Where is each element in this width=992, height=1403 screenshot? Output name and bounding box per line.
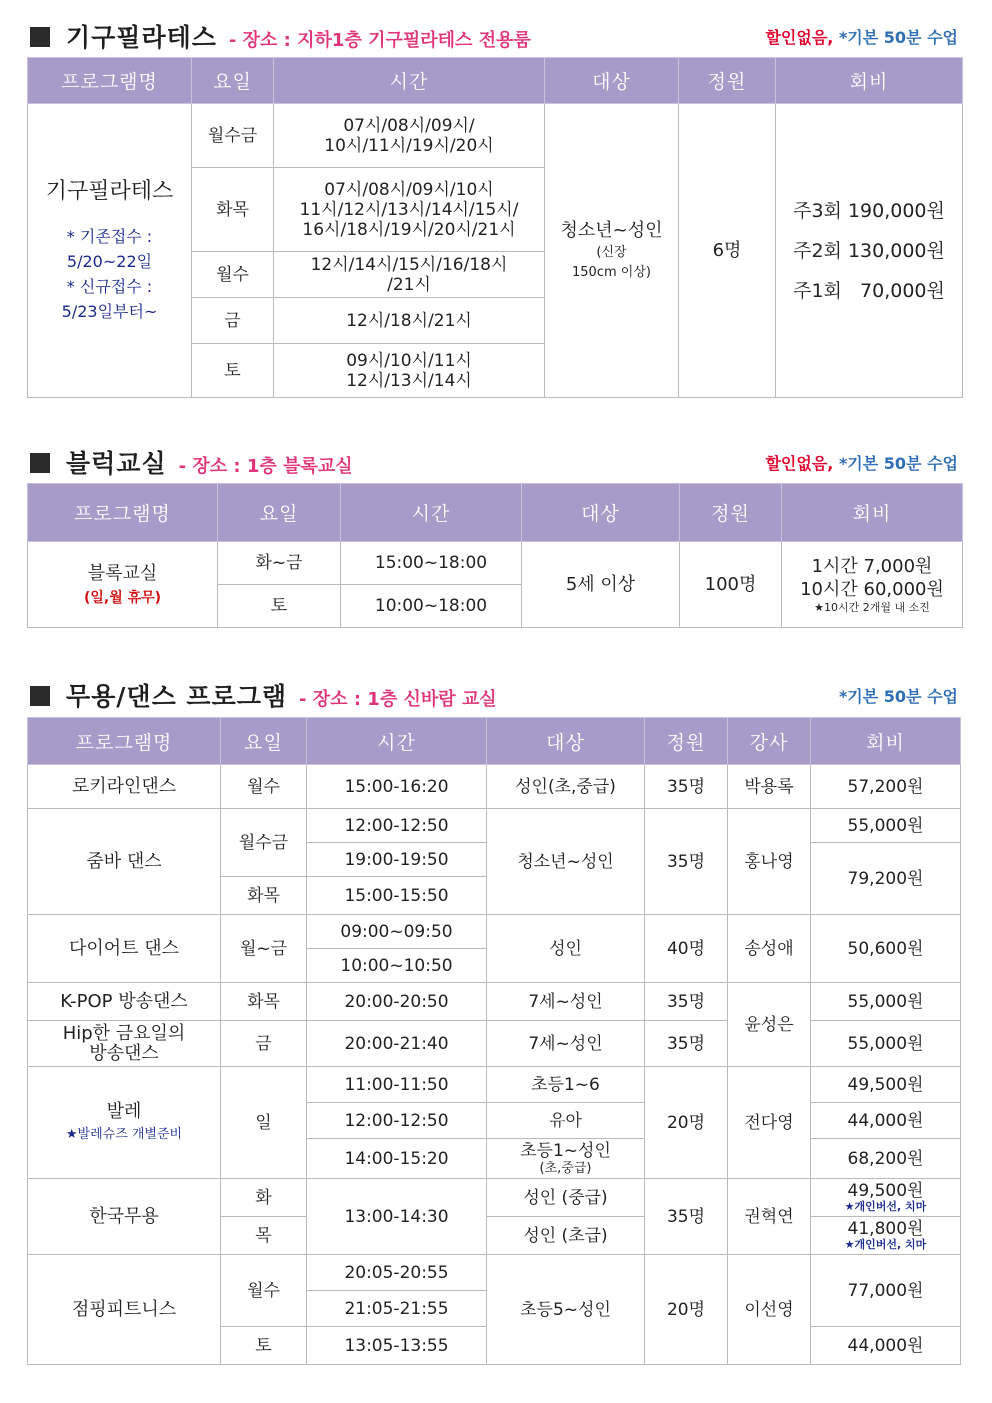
day-cell: 토 xyxy=(221,1327,307,1365)
time-cell: 10:00~18:00 xyxy=(341,585,522,628)
column-header: 요일 xyxy=(221,718,307,765)
table-row xyxy=(28,542,963,585)
column-header: 정원 xyxy=(680,484,782,542)
program-name: 기구필라테스 xyxy=(45,178,174,204)
table-row xyxy=(28,915,961,949)
time-cell: 13:05-13:55 xyxy=(307,1327,487,1365)
target-cell: 성인(초,중급) xyxy=(487,765,645,809)
time-cell: 12시/14시/15시/16/18시 /21시 xyxy=(274,252,545,298)
column-header: 시간 xyxy=(307,718,487,765)
time-cell: 20:00-21:40 xyxy=(307,1021,487,1067)
fee-cell: 50,600원 xyxy=(811,915,961,983)
table-header-row xyxy=(28,484,963,542)
day-cell: 금 xyxy=(221,1021,307,1067)
teacher-cell: 전다영 xyxy=(728,1067,811,1179)
day-cell: 화~금 xyxy=(218,542,341,585)
table-row xyxy=(28,1179,961,1217)
fee-cell: 44,000원 xyxy=(811,1103,961,1139)
target-cell: 초등1~성인 (초,중급) xyxy=(487,1139,645,1179)
target-cell: 청소년~성인 (신장 150cm 이상) xyxy=(545,104,679,398)
program-name-cell: 줌바 댄스 xyxy=(28,809,221,915)
day-cell: 월수 xyxy=(221,765,307,809)
column-header: 요일 xyxy=(192,58,274,104)
column-header: 요일 xyxy=(218,484,341,542)
column-header: 프로그램명 xyxy=(28,58,192,104)
column-header: 시간 xyxy=(274,58,545,104)
day-cell: 화 xyxy=(221,1179,307,1217)
target-cell: 성인 (중급) xyxy=(487,1179,645,1217)
target-cell: 5세 이상 xyxy=(522,542,680,628)
day-cell: 화목 xyxy=(221,877,307,915)
time-cell: 15:00~18:00 xyxy=(341,542,522,585)
program-name-cell: K-POP 방송댄스 xyxy=(28,983,221,1021)
program-name-cell: Hip한 금요일의 방송댄스 xyxy=(28,1021,221,1067)
program-name-cell xyxy=(28,104,192,398)
section-header-block xyxy=(28,446,962,482)
section-place: - 장소 : 지하1층 기구필라테스 전용룸 xyxy=(228,30,531,51)
section-title: 기구필라테스 - 장소 : 지하1층 기구필라테스 전용룸 xyxy=(66,23,531,52)
capacity-cell: 35명 xyxy=(645,1179,728,1255)
time-cell: 09시/10시/11시 12시/13시/14시 xyxy=(274,344,545,398)
program-name-cell: 한국무용 xyxy=(28,1179,221,1255)
day-cell: 목 xyxy=(221,1217,307,1255)
time-cell: 10:00~10:50 xyxy=(307,949,487,983)
section-header-dance xyxy=(28,679,962,715)
target-cell: 청소년~성인 xyxy=(487,809,645,915)
time-cell: 12:00-12:50 xyxy=(307,809,487,843)
time-cell: 12시/18시/21시 xyxy=(274,298,545,344)
table-header-row xyxy=(28,58,963,104)
column-header: 정원 xyxy=(645,718,728,765)
capacity-cell: 40명 xyxy=(645,915,728,983)
program-name-cell: 로키라인댄스 xyxy=(28,765,221,809)
fee-cell: 55,000원 xyxy=(811,1021,961,1067)
column-header: 회비 xyxy=(811,718,961,765)
time-cell: 15:00-15:50 xyxy=(307,877,487,915)
capacity-cell: 35명 xyxy=(645,1021,728,1067)
registration-info: * 기존접수 : 5/20~22일 * 신규접수 : 5/23일부터~ xyxy=(61,226,158,321)
section-title: 블럭교실 - 장소 : 1층 블록교실 xyxy=(66,449,353,478)
column-header: 프로그램명 xyxy=(28,484,218,542)
target-cell: 초등5~성인 xyxy=(487,1255,645,1365)
capacity-cell: 35명 xyxy=(645,983,728,1021)
column-header: 대상 xyxy=(545,58,679,104)
time-cell: 20:05-20:55 xyxy=(307,1255,487,1291)
target-cell: 초등1~6 xyxy=(487,1067,645,1103)
fee-cell: 57,200원 xyxy=(811,765,961,809)
dance-table xyxy=(27,717,961,1365)
program-name-cell: 다이어트 댄스 xyxy=(28,915,221,983)
table-row xyxy=(28,765,961,809)
teacher-cell: 박용록 xyxy=(728,765,811,809)
capacity-cell: 6명 xyxy=(679,104,776,398)
section-note: 할인없음, *기본 50분 수업 xyxy=(765,28,958,47)
column-header: 대상 xyxy=(487,718,645,765)
table-header-row xyxy=(28,718,961,765)
program-name-cell: 점핑피트니스 xyxy=(28,1255,221,1365)
column-header: 회비 xyxy=(782,484,963,542)
section-note: 할인없음, *기본 50분 수업 xyxy=(765,454,958,473)
pilates-table xyxy=(27,57,963,398)
capacity-cell: 35명 xyxy=(645,809,728,915)
time-cell: 19:00-19:50 xyxy=(307,843,487,877)
square-bullet-icon xyxy=(30,27,50,47)
target-cell: 7세~성인 xyxy=(487,1021,645,1067)
fee-cell: 77,000원 xyxy=(811,1255,961,1327)
table-row xyxy=(28,1255,961,1291)
day-cell: 토 xyxy=(192,344,274,398)
capacity-cell: 35명 xyxy=(645,765,728,809)
teacher-cell: 권혁연 xyxy=(728,1179,811,1255)
table-row xyxy=(28,983,961,1021)
capacity-cell: 100명 xyxy=(680,542,782,628)
teacher-cell: 이선영 xyxy=(728,1255,811,1365)
fee-cell: 49,500원 xyxy=(811,1067,961,1103)
fee-cell: 주3회 190,000원 주2회 130,000원 주1회 70,000원 xyxy=(776,104,963,398)
time-cell: 14:00-15:20 xyxy=(307,1139,487,1179)
day-cell: 토 xyxy=(218,585,341,628)
day-cell: 월수금 xyxy=(192,104,274,168)
program-name-cell: 블록교실 (일,월 휴무) xyxy=(28,542,218,628)
day-cell: 월~금 xyxy=(221,915,307,983)
target-cell: 유아 xyxy=(487,1103,645,1139)
day-cell: 화목 xyxy=(221,983,307,1021)
fee-cell: 41,800원 ★개인버선, 치마 xyxy=(811,1217,961,1255)
column-header: 회비 xyxy=(776,58,963,104)
time-cell: 20:00-20:50 xyxy=(307,983,487,1021)
fee-cell: 79,200원 xyxy=(811,843,961,915)
teacher-cell: 윤성은 xyxy=(728,983,811,1067)
table-row xyxy=(28,1067,961,1103)
time-cell: 12:00-12:50 xyxy=(307,1103,487,1139)
capacity-cell: 20명 xyxy=(645,1067,728,1179)
target-cell: 7세~성인 xyxy=(487,983,645,1021)
block-table xyxy=(27,483,963,628)
time-cell: 15:00-16:20 xyxy=(307,765,487,809)
section-note: *기본 50분 수업 xyxy=(838,687,958,706)
program-name-cell: 발레 ★발레슈즈 개별준비 xyxy=(28,1067,221,1179)
teacher-cell: 송성애 xyxy=(728,915,811,983)
fee-cell: 55,000원 xyxy=(811,809,961,843)
day-cell: 월수금 xyxy=(221,809,307,877)
fee-cell: 44,000원 xyxy=(811,1327,961,1365)
teacher-cell: 홍나영 xyxy=(728,809,811,915)
time-cell: 21:05-21:55 xyxy=(307,1291,487,1327)
day-cell: 금 xyxy=(192,298,274,344)
target-cell: 성인 xyxy=(487,915,645,983)
column-header: 정원 xyxy=(679,58,776,104)
target-cell: 성인 (초급) xyxy=(487,1217,645,1255)
square-bullet-icon xyxy=(30,686,50,706)
table-row xyxy=(28,1021,961,1067)
column-header: 강사 xyxy=(728,718,811,765)
table-row xyxy=(28,104,963,168)
time-cell: 07시/08시/09시/ 10시/11시/19시/20시 xyxy=(274,104,545,168)
column-header: 시간 xyxy=(341,484,522,542)
day-cell: 일 xyxy=(221,1067,307,1179)
square-bullet-icon xyxy=(30,453,50,473)
fee-cell: 1시간 7,000원 10시간 60,000원 ★10시간 2개월 내 소진 xyxy=(782,542,963,628)
column-header: 대상 xyxy=(522,484,680,542)
time-cell: 07시/08시/09시/10시 11시/12시/13시/14시/15시/ 16시/18시/19시/20시/21시 xyxy=(274,168,545,252)
capacity-cell: 20명 xyxy=(645,1255,728,1365)
section-header-pilates xyxy=(28,20,962,56)
day-cell: 화목 xyxy=(192,168,274,252)
section-title: 무용/댄스 프로그램 - 장소 : 1층 신바람 교실 xyxy=(66,682,497,711)
fee-cell: 49,500원 ★개인버선, 치마 xyxy=(811,1179,961,1217)
fee-cell: 68,200원 xyxy=(811,1139,961,1179)
fee-cell: 55,000원 xyxy=(811,983,961,1021)
time-cell: 09:00~09:50 xyxy=(307,915,487,949)
day-cell: 월수 xyxy=(221,1255,307,1327)
table-row xyxy=(28,809,961,843)
time-cell: 13:00-14:30 xyxy=(307,1179,487,1255)
day-cell: 월수 xyxy=(192,252,274,298)
section-place: - 장소 : 1층 신바람 교실 xyxy=(299,689,497,710)
column-header: 프로그램명 xyxy=(28,718,221,765)
time-cell: 11:00-11:50 xyxy=(307,1067,487,1103)
section-place: - 장소 : 1층 블록교실 xyxy=(178,456,353,477)
